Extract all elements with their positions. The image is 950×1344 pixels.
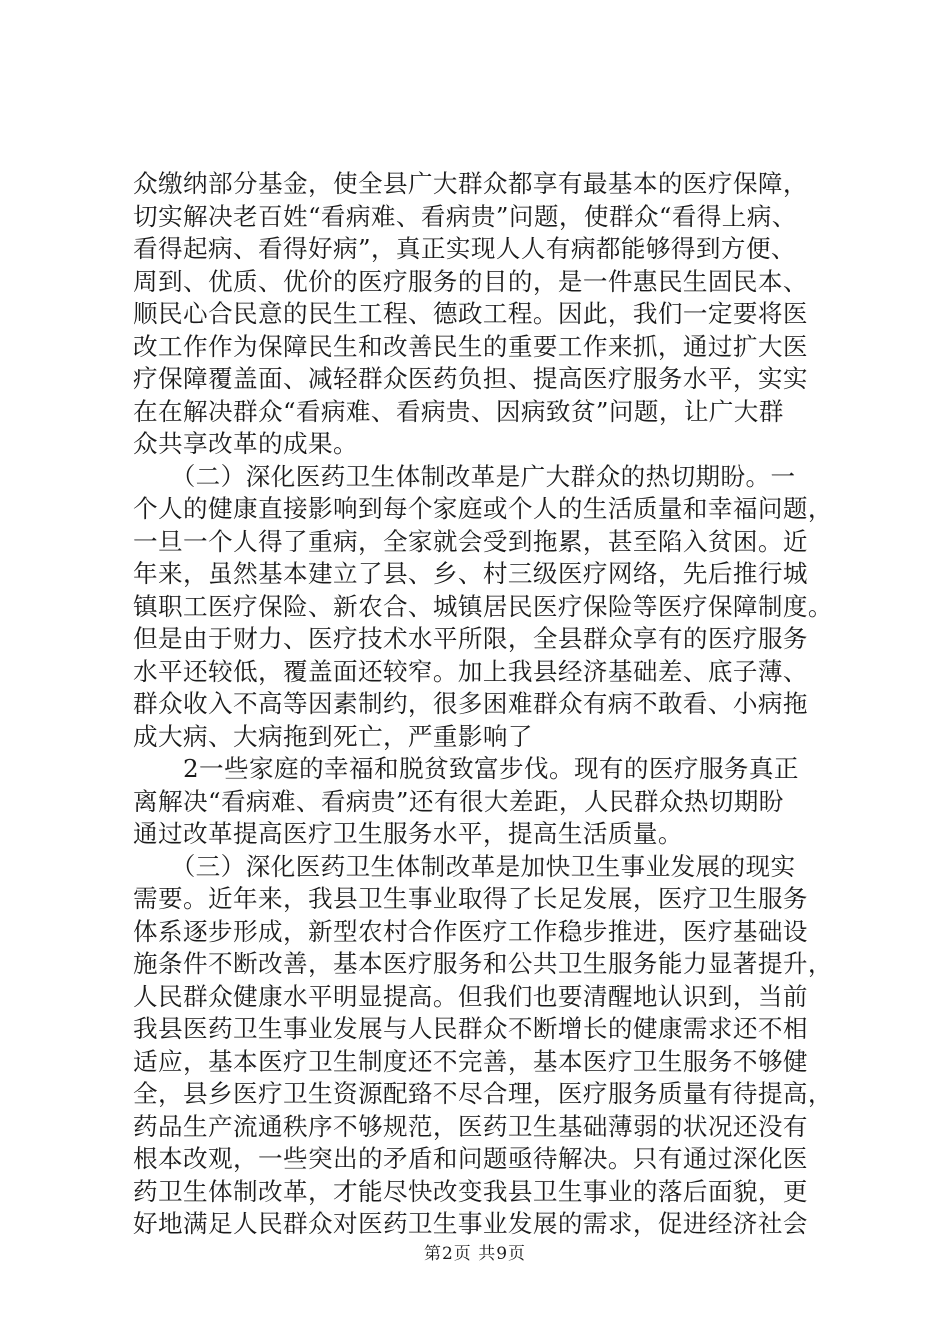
text-line: 看得起病、看得好病”，真正实现人人有病都能够得到方便、 <box>133 234 796 263</box>
text-line: 药卫生体制改革，才能尽快改变我县卫生事业的落后面貌，更 <box>133 1176 808 1206</box>
text-line: 我县医药卫生事业发展与人民群众不断增长的健康需求还不相 <box>133 1014 808 1043</box>
page-number-footer: 第2页 共9页 <box>423 1244 527 1264</box>
text-line: 通过改革提高医疗卫生服务水平，提高生活质量。 <box>133 819 683 848</box>
text-line: 成大病、大病拖到死亡，严重影响了 <box>133 721 533 751</box>
text-line: 众共享改革的成果。 <box>133 429 358 458</box>
text-line: 2一些家庭的幸福和脱贫致富步伐。现有的医疗服务真正 <box>133 754 799 783</box>
text-line: 需要。近年来，我县卫生事业取得了长足发展，医疗卫生服务 <box>133 884 808 913</box>
text-line: 年来，虽然基本建立了县、乡、村三级医疗网络，先后推行城 <box>133 559 808 588</box>
text-line: 周到、优质、优价的医疗服务的目的，是一件惠民生固民本、 <box>133 266 808 296</box>
text-line: 镇职工医疗保险、新农合、城镇居民医疗保险等医疗保障制度。 <box>133 591 833 621</box>
body-text <box>133 168 843 1241</box>
text-line: 在在解决群众“看病难、看病贵、因病致贫”问题，让广大群 <box>133 396 784 426</box>
text-line: 改工作作为保障民生和改善民生的重要工作来抓，通过扩大医 <box>133 331 808 361</box>
text-line: 顺民心合民意的民生工程、德政工程。因此，我们一定要将医 <box>133 299 808 328</box>
text-line: 水平还较低，覆盖面还较窄。加上我县经济基础差、底子薄、 <box>133 656 808 686</box>
text-line: 一旦一个人得了重病，全家就会受到拖累，甚至陷入贫困。近 <box>133 526 808 556</box>
text-line: 根本改观，一些突出的矛盾和问题亟待解决。只有通过深化医 <box>133 1144 808 1173</box>
text-line: （二）深化医药卫生体制改革是广大群众的热切期盼。一 <box>133 461 796 491</box>
text-line: 离解决“看病难、看病贵”还有很大差距，人民群众热切期盼 <box>133 786 784 816</box>
text-line: 体系逐步形成，新型农村合作医疗工作稳步推进，医疗基础设 <box>133 916 808 946</box>
text-line: 众缴纳部分基金，使全县广大群众都享有最基本的医疗保障， <box>133 169 808 198</box>
text-line: 适应，基本医疗卫生制度还不完善，基本医疗卫生服务不够健 <box>133 1046 808 1076</box>
text-line: 但是由于财力、医疗技术水平所限，全县群众享有的医疗服务 <box>133 624 808 653</box>
text-line: 个人的健康直接影响到每个家庭或个人的生活质量和幸福问题， <box>133 494 833 523</box>
text-line: 群众收入不高等因素制约，很多困难群众有病不敢看、小病拖 <box>133 689 808 718</box>
text-line: 药品生产流通秩序不够规范，医药卫生基础薄弱的状况还没有 <box>133 1111 808 1141</box>
text-line: 全，县乡医疗卫生资源配臵不尽合理，医疗服务质量有待提高， <box>133 1079 833 1108</box>
text-line: 人民群众健康水平明显提高。但我们也要清醒地认识到，当前 <box>133 981 808 1011</box>
text-line: 施条件不断改善，基本医疗服务和公共卫生服务能力显著提升， <box>133 949 833 978</box>
text-line: 疗保障覆盖面、减轻群众医药负担、提高医疗服务水平，实实 <box>133 364 808 393</box>
text-line: （三）深化医药卫生体制改革是加快卫生事业发展的现实 <box>133 851 796 881</box>
text-line: 切实解决老百姓“看病难、看病贵”问题，使群众“看得上病、 <box>133 201 797 231</box>
text-line: 好地满足人民群众对医药卫生事业发展的需求，促进经济社会 <box>133 1209 808 1238</box>
